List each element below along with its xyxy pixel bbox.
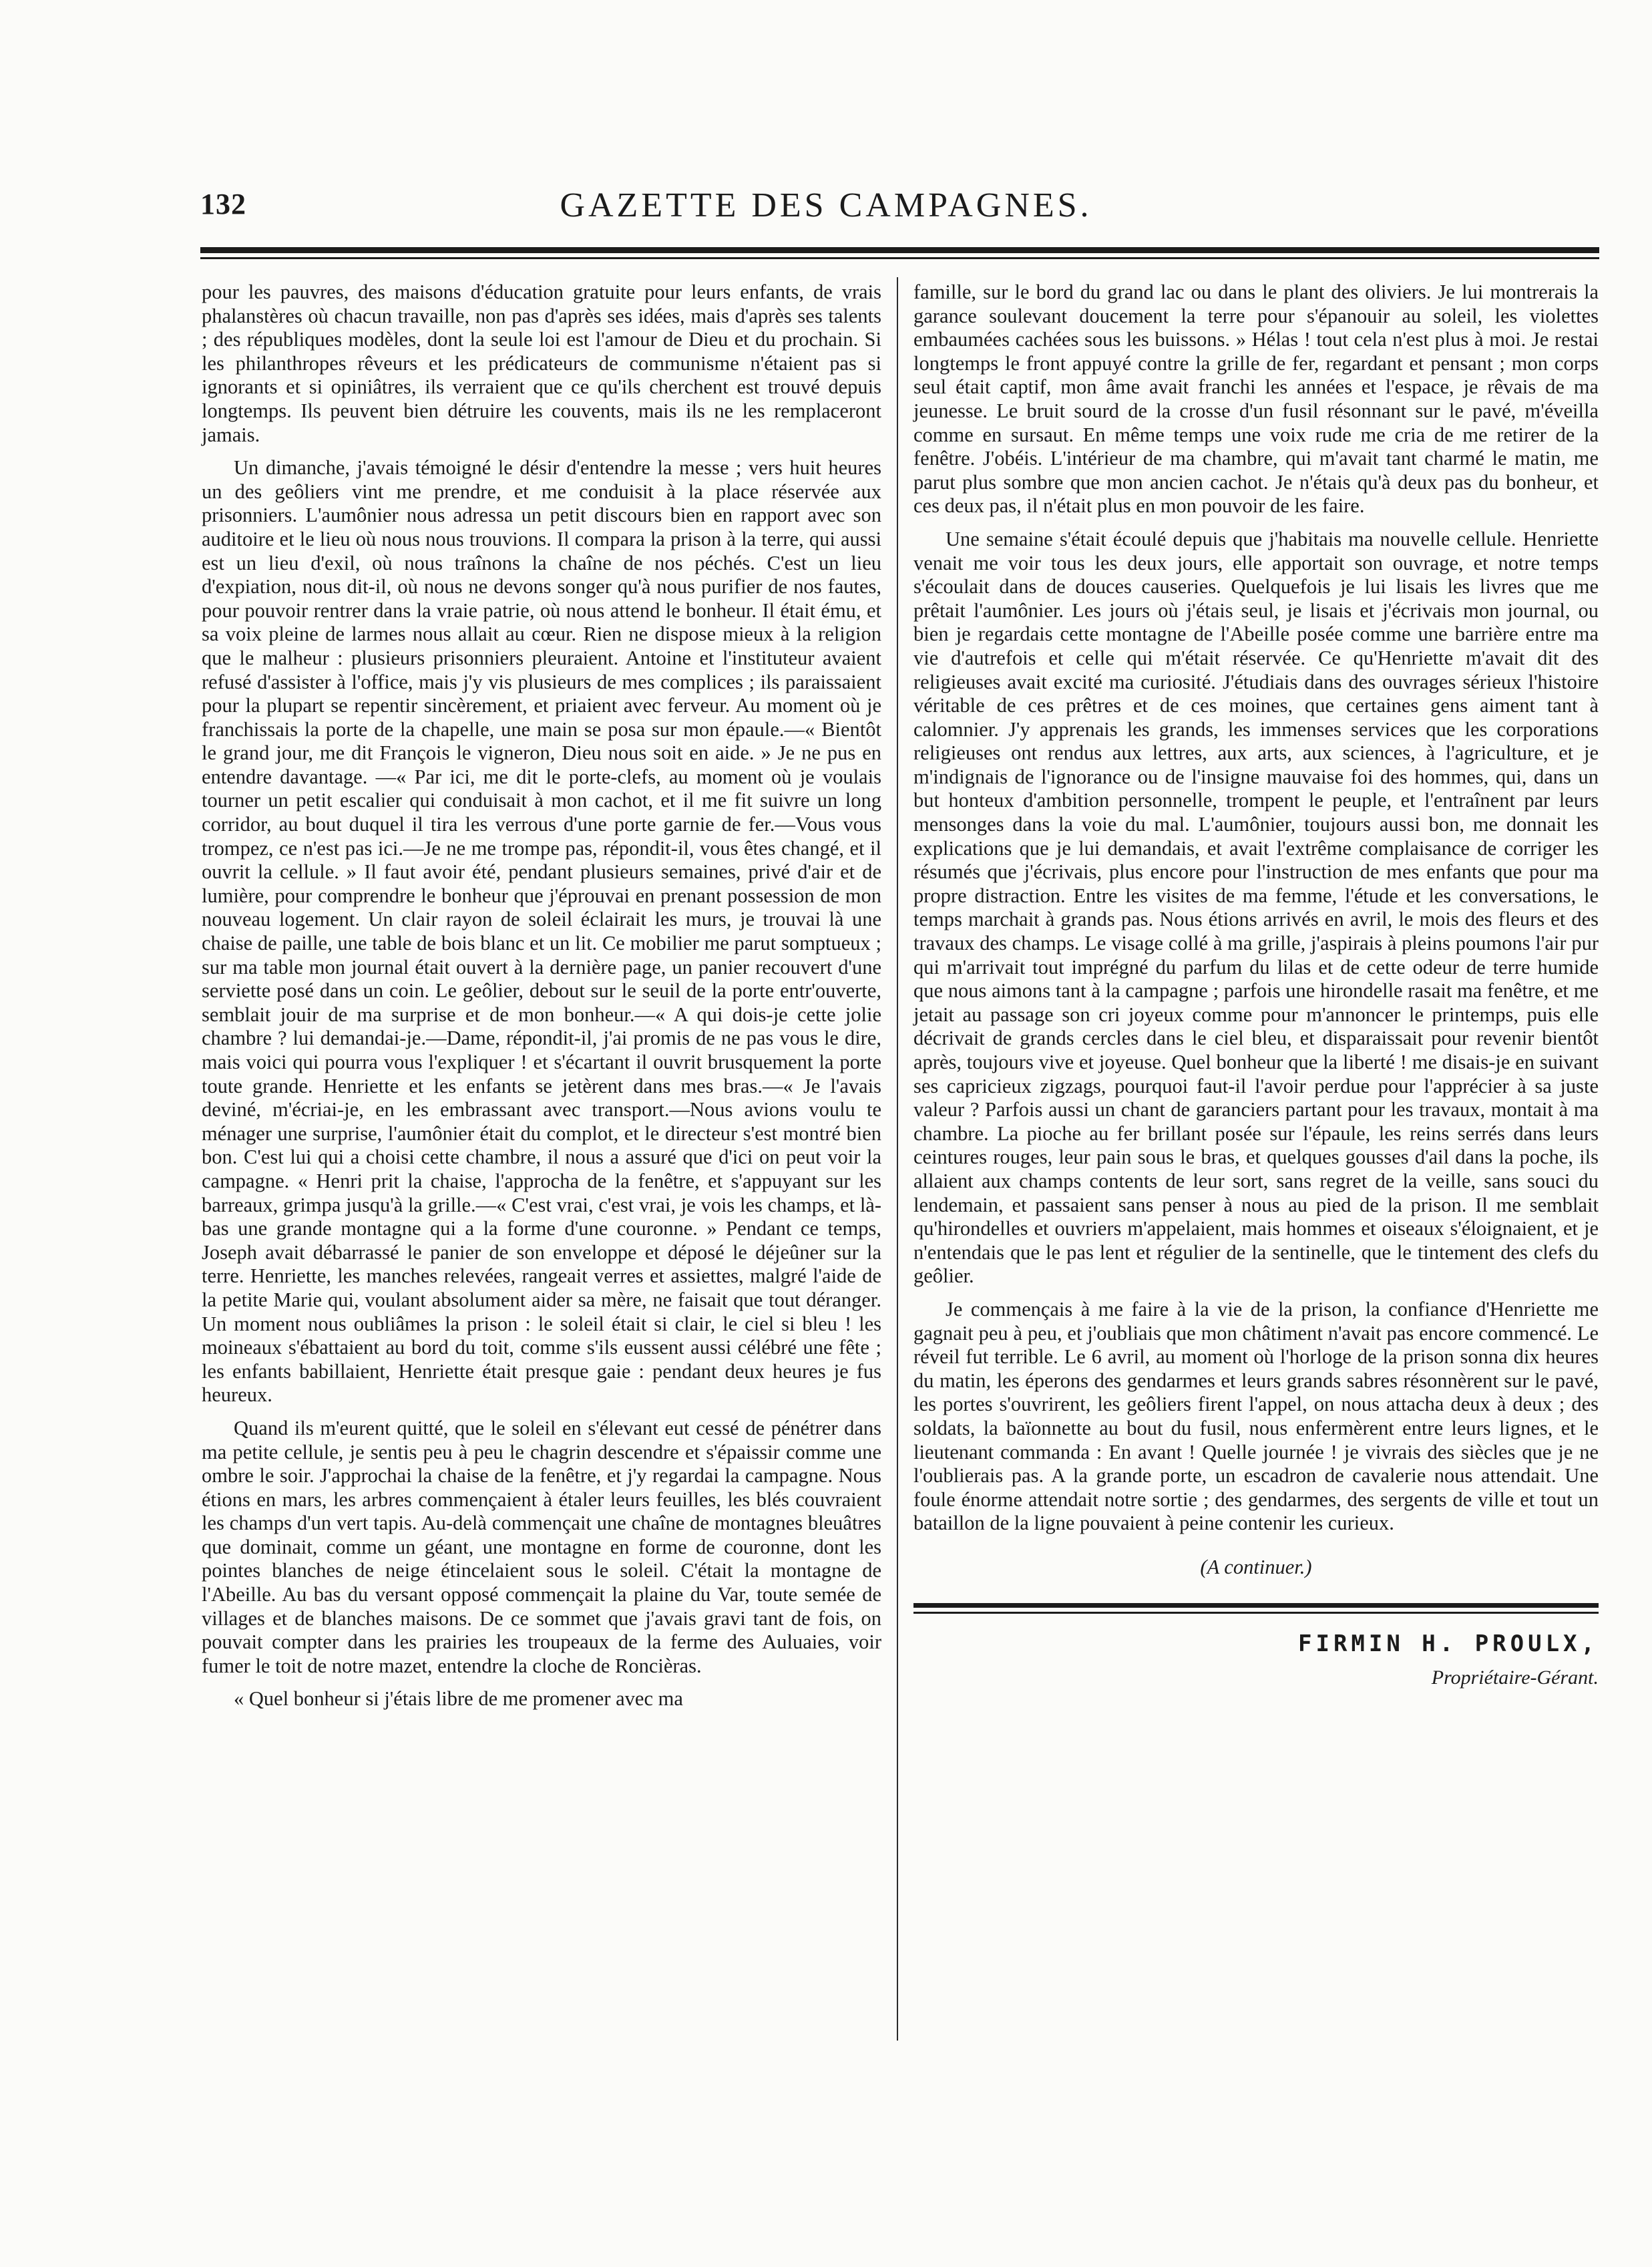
- paragraph: pour les pauvres, des maisons d'éducation gratuite pour leurs enfants, de vrais phalanstères où chacun travaille, non pas d'après ses idées, mais d'après ses talents ; des républiques modèles, dont la seule loi est l'amour de Dieu et du prochain. Si les philanthropes rêveurs et les prédicateurs de communisme n'étaient pas si ignorants et si opiniâtres, ils verraient que ce qu'ils cherchent est trouvé depuis longtemps. Ils peuvent bien détruire les couvents, mais ils ne les remplaceront jamais.: [202, 281, 881, 446]
- right-column: [913, 281, 1599, 1699]
- signature-title: Propriétaire-Gérant.: [1431, 1667, 1599, 1689]
- end-rule-thin: [913, 1612, 1599, 1614]
- running-title: GAZETTE DES CAMPAGNES.: [560, 186, 1092, 224]
- paragraph: « Quel bonheur si j'étais libre de me promener avec ma: [234, 1687, 683, 1711]
- left-column: [202, 281, 881, 1721]
- end-rule-thick: [913, 1603, 1599, 1608]
- header-rule-thick: [200, 247, 1599, 253]
- paragraph: Un dimanche, j'avais témoigné le désir d'entendre la messe ; vers huit heures un des geôliers vint me prendre, et me conduisit à la place réservée aux prisonniers. L'aumônier nous adressa un petit discours bien en rapport avec son auditoire et le lieu où nous nous trouvions. Il compara la prison à la terre, qui aussi est un lieu d'exil, où nous traînons la chaîne de nos péchés. C'est un lieu d'expiation, nous dit-il, où nous ne devons songer qu'à nous purifier de nos fautes, pour pouvoir rentrer dans la vraie patrie, où nous attend le bonheur. Il était ému, et sa voix pleine de larmes nous allait au cœur. Rien ne dispose mieux à la religion que le malheur : plusieurs prisonniers pleuraient. Antoine et l'instituteur avaient refusé d'assister à l'office, mais j'y vis plusieurs de mes complices ; ils paraissaient pour la plupart se repentir sincèrement, et priaient avec ferveur. Au moment où je franchissais la porte de la chapelle, une main se posa sur mon épaule.—« Bientôt le grand jour, me dit François le vigneron, Dieu nous soit en aide. » Je ne pus en entendre davantage. —« Par ici, me dit le porte-clefs, au moment où je voulais tourner un petit escalier qui conduisait à mon cachot, et il me fit suivre un long corridor, au bout duquel il tira les verrous d'une porte garnie de fer.—Vous vous trompez, ce n'est pas ici.—Je ne me trompe pas, répondit-il, vous êtes changé, et il ouvrit la cellule. » Il faut avoir été, pendant plusieurs semaines, privé d'air et de lumière, pour comprendre le bonheur que j'éprouvai en prenant possession de mon nouveau logement. Un clair rayon de soleil éclairait les murs, je trouvai là une chaise de paille, une table de bois blanc et un lit. Ce mobilier me parut somptueux ; sur ma table mon journal était ouvert à la dernière page, un panier recouvert d'une serviette posé dans un coin. Le geôlier, debout sur le seuil de la porte entr'ouverte, semblait jouir de ma surprise et de mon bonheur.—« A qui dois-je cette jolie chambre ? lui demandai-je.—Dame, répondit-il, j'ai promis de ne pas vous le dire, mais voici qui pourra vous l'expliquer ! et s'écartant il ouvrit brusquement la porte toute grande. Henriette et les enfants se jetèrent dans mes bras.—« Je l'avais deviné, m'écriai-je, en les embrassant avec transport.—Nous avions voulu te ménager une surprise, l'aumônier était du complot, et le directeur s'est montré bien bon. C'est lui qui a choisi cette chambre, il nous a assuré que d'ici on peut voir la campagne. « Henri prit la chaise, l'approcha de la fenêtre, et s'appuyant sur les barreaux, grimpa jusqu'à la grille.—« C'est vrai, c'est vrai, je vois les champs, et là-bas une grande montagne qui a la forme d'une couronne. » Pendant ce temps, Joseph avait débarrassé le panier de son enveloppe et déposé le déjeûner sur la terre. Henriette, les manches relevées, rangeait verres et assiettes, malgré l'aide de la petite Marie qui, voulant absolument aider sa mère, ne faisait que tout déranger. Un moment nous oubliâmes la prison : le soleil était si clair, le ciel si bleu ! les moineaux s'ébattaient au bord du toit, comme s'ils eussent aussi célébré une fête ; les enfants babillaient, Henriette était presque gaie : pendant deux heures je fus heureux.: [202, 456, 881, 1407]
- signature-name: FIRMIN H. PROULX,: [1298, 1630, 1599, 1658]
- paragraph: famille, sur le bord du grand lac ou dans le plant des oliviers. Je lui montrerais la garance soulevant doucement la terre pour s'épanouir au soleil, les violettes embaumées cachées sous les buissons. » Hélas ! tout cela n'est plus à moi. Je restai longtemps le front appuyé contre la grille de fer, regardant et pensant ; mon corps seul était captif, mon âme avait franchi les années et l'espace, je rêvais de ma jeunesse. Le bruit sourd de la crosse d'un fusil résonnant sur le pavé, m'éveilla comme en sursaut. En même temps une voix rude me cria de me retirer de la fenêtre. J'obéis. L'intérieur de ma chambre, qui m'avait tant charmé le matin, me parut plus sombre que mon ancien cachot. Je n'étais qu'à deux pas du bonheur, et ces deux pas, il n'était plus en mon pouvoir de les faire.: [913, 281, 1599, 518]
- paragraph: Une semaine s'était écoulé depuis que j'habitais ma nouvelle cellule. Henriette venait me voir tous les deux jours, elle apportait son ouvrage, et notre temps s'écoulait dans de douces causeries. Quelquefois je lui lisais les livres que me prêtait l'aumônier. Les jours où j'étais seul, je lisais et j'écrivais mon journal, ou bien je regardais cette montagne de l'Abeille posée comme une barrière entre ma vie d'autrefois et celle qui m'était réservée. Ce qu'Henriette m'avait dit des religieuses avait excité ma curiosité. J'étudiais dans des ouvrages sérieux l'histoire véritable de ces prêtres et de ces moines, que certaines gens aiment tant à calomnier. J'y apprenais les grands, les immenses services que les corporations religieuses ont rendus aux lettres, aux arts, aux sciences, à l'agriculture, et je m'indignais de l'ignorance ou de l'insigne mauvaise foi des hommes, qui, dans un but honteux d'ambition personnelle, trompent le peuple, et l'entraînent par leurs mensonges dans la voie du mal. L'aumônier, toujours aussi bon, me donnait les explications que je lui demandais, et avait l'extrême complaisance de corriger les résumés que j'écrivais, plus encore pour l'instruction de mes enfants que pour ma propre distraction. Entre les visites de ma femme, l'étude et les conversations, le temps marchait à grands pas. Nous étions arrivés en avril, le mois des fleurs et des travaux des champs. Le visage collé à ma grille, j'aspirais à pleins poumons l'air pur qui m'arrivait tout imprégné du parfum du lilas et de cette odeur de terre humide que nous aimons tant à la campagne ; parfois une hirondelle rasait ma fenêtre, et me jetait au passage son cri joyeux comme pour m'annoncer le printemps, puis elle décrivait de grands cercles dans le ciel bleu, et disparaissait pour revenir bientôt après, toujours vive et joyeuse. Quel bonheur que la liberté ! me disais-je en suivant ses capricieux zigzags, pourquoi faut-il l'avoir perdue pour l'apprécier à sa juste valeur ? Parfois aussi un chant de garanciers partant pour les travaux, montait à ma chambre. La pioche au fer brillant posée sur l'épaule, les reins serrés dans leurs ceintures rouges, leur pain sous le bras, et quelques gousses d'ail dans la poche, ils allaient aux champs contents de leur sort, sans regret de la veille, sans souci du lendemain, et passaient sans penser à nous au pied de la prison. Il me semblait qu'hirondelles et ouvriers m'appelaient, mais hommes et oiseaux s'éloignaient, et je n'entendais que le pas lent et régulier de la sentinelle, que le tintement des clefs du geôlier.: [913, 527, 1599, 1288]
- sequel-note: (A continuer.): [1200, 1555, 1312, 1578]
- paragraph: Quand ils m'eurent quitté, que le soleil en s'élevant eut cessé de pénétrer dans ma petite cellule, je sentis peu à peu le chagrin descendre et s'épaissir comme une ombre le soir. J'approchai la chaise de la fenêtre, et j'y regardai la campagne. Nous étions en mars, les arbres commençaient à étaler leurs feuilles, les blés couvraient les champs d'un vert tapis. Au-delà commençait une chaîne de montagnes bleuâtres que dominait, comme un géant, une montagne en forme de couronne, dont les pointes blanches de neige étincelaient sous le soleil. C'était la montagne de l'Abeille. Au bas du versant opposé commençait la plaine du Var, toute semée de villages et de blanches maisons. De ce sommet que j'avais gravi tant de fois, on pouvait compter dans les prairies les troupeaux de la ferme des Auluaies, voir fumer le toit de notre mazet, entendre la cloche de Roncièras.: [202, 1416, 881, 1677]
- paragraph: Je commençais à me faire à la vie de la prison, la confiance d'Henriette me gagnait peu à peu, et j'oubliais que mon châtiment n'avait pas encore commencé. Le réveil fut terrible. Le 6 avril, au moment où l'horloge de la prison sonna dix heures du matin, les éperons des gendarmes et leurs grands sabres résonnèrent sur le pavé, les portes s'ouvrirent, les geôliers firent l'appel, on nous attacha deux à deux ; des soldats, la baïonnette au bout du fusil, nous enfermèrent entre leurs lignes, et le lieutenant commanda : En avant ! Quelle journée ! je vivrais des siècles que je ne l'oublierais pas. A la grande porte, un escadron de cavalerie nous attendait. Une foule énorme attendait notre sortie ; des gendarmes, des sergents de ville et tout un bataillon de la ligne pouvaient à peine contenir les curieux.: [913, 1297, 1599, 1535]
- column-divider: [897, 277, 898, 2041]
- page-number: 132: [200, 188, 246, 220]
- header-rule-thin: [200, 257, 1599, 259]
